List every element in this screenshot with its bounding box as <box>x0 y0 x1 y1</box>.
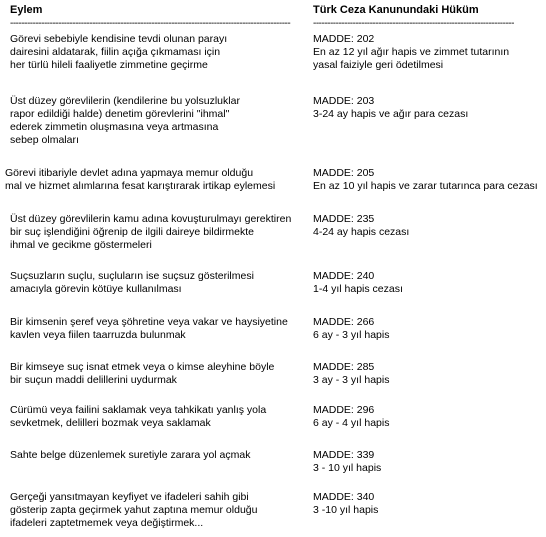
header-rule-right: ----------------------------------------------------------------------- <box>313 18 514 29</box>
eylem-line: rapor edildiği halde) denetim görevlerini "ihmal" <box>10 108 230 120</box>
eylem-line: ihmal ve gecikme göstermeleri <box>10 239 152 251</box>
ceza-line: 6 ay - 3 yıl hapis <box>313 329 390 341</box>
eylem-line: ifadeleri zaptetmemek veya değiştirmek... <box>10 517 204 529</box>
hukum-cell <box>313 213 409 239</box>
ceza-line: 3 - 10 yıl hapis <box>313 462 382 474</box>
eylem-line: Bir kimseye suç isnat etmek veya o kimse aleyhine böyle <box>10 361 275 373</box>
hukum-cell <box>313 404 389 430</box>
ceza-line: yasal faiziyle geri ödetilmesi <box>313 59 444 71</box>
eylem-line: Sahte belge düzenlemek suretiyle zarara yol açmak <box>10 449 251 461</box>
eylem-cell <box>10 404 266 430</box>
madde-number: MADDE: 285 <box>313 361 375 373</box>
eylem-line: Üst düzey görevlilerin kamu adına kovuşturulmayı gerektiren <box>10 213 292 225</box>
madde-number: MADDE: 266 <box>313 316 375 328</box>
eylem-line: Bir kimsenin şeref veya şöhretine veya vakar ve haysiyetine <box>10 316 288 328</box>
eylem-line: amacıyla görevin kötüye kullanılması <box>10 283 182 295</box>
hukum-cell <box>313 491 378 517</box>
madde-number: MADDE: 340 <box>313 491 375 503</box>
ceza-line: En az 10 yıl hapis ve zarar tutarınca para cezası <box>313 180 538 192</box>
hukum-cell <box>313 449 381 475</box>
hukum-cell <box>313 316 389 342</box>
column-header-hukum: Türk Ceza Kanunundaki Hüküm <box>313 4 479 16</box>
madde-number: MADDE: 205 <box>313 167 375 179</box>
eylem-line: bir suç işlendiğini öğrenip de ilgili daireye bildirmekte <box>10 226 254 238</box>
hukum-cell <box>313 167 538 193</box>
eylem-line: ederek zimmetin oluşmasına veya artmasına <box>10 121 219 133</box>
hukum-cell <box>313 95 468 121</box>
eylem-line: mal ve hizmet alımlarına fesat karıştırarak irtikap eylemesi <box>5 180 276 192</box>
eylem-cell <box>10 213 291 252</box>
eylem-line: Görevi itibariyle devlet adına yapmaya memur olduğu <box>5 167 254 179</box>
madde-number: MADDE: 202 <box>313 33 375 45</box>
hukum-cell <box>313 361 389 387</box>
hukum-cell <box>313 33 509 72</box>
eylem-line: sebep olmaları <box>10 134 79 146</box>
eylem-cell <box>10 33 227 72</box>
eylem-cell <box>10 449 250 462</box>
column-header-eylem: Eylem <box>10 4 43 16</box>
hukum-cell <box>313 270 403 296</box>
ceza-line: 4-24 ay hapis cezası <box>313 226 410 238</box>
eylem-line: sevketmek, delilleri bozmak veya saklamak <box>10 417 211 429</box>
madde-number: MADDE: 203 <box>313 95 375 107</box>
eylem-cell <box>10 316 288 342</box>
eylem-line: Suçsuzların suçlu, suçluların ise suçsuz gösterilmesi <box>10 270 254 282</box>
eylem-line: kavlen veya fiilen taarruzda bulunmak <box>10 329 186 341</box>
madde-number: MADDE: 296 <box>313 404 375 416</box>
eylem-line: Üst düzey görevlilerin (kendilerine bu yolsuzluklar <box>10 95 240 107</box>
ceza-line: 3 ay - 3 yıl hapis <box>313 374 390 386</box>
eylem-line: Gerçeği yansıtmayan keyfiyet ve ifadeleri sahih gibi <box>10 491 249 503</box>
ceza-line: 6 ay - 4 yıl hapis <box>313 417 390 429</box>
eylem-line: Cürümü veya failini saklamak veya tahkikatı yanlış yola <box>10 404 267 416</box>
ceza-line: 3 -10 yıl hapis <box>313 504 379 516</box>
eylem-cell <box>10 361 274 387</box>
header-rule-left: --------------------------------------------------------------------------------------------------- <box>10 18 291 29</box>
eylem-line: dairesini aldatarak, fiilin açığa çıkmaması için <box>10 46 221 58</box>
eylem-line: Görevi sebebiyle kendisine tevdi olunan parayı <box>10 33 228 45</box>
eylem-line: her türlü hileli faaliyetle zimmetine geçirme <box>10 59 208 71</box>
madde-number: MADDE: 339 <box>313 449 375 461</box>
ceza-line: 1-4 yıl hapis cezası <box>313 283 403 295</box>
madde-number: MADDE: 240 <box>313 270 375 282</box>
ceza-line: 3-24 ay hapis ve ağır para cezası <box>313 108 469 120</box>
eylem-cell <box>10 270 254 296</box>
eylem-line: gösterip zapta geçirmek yahut zaptına memur olduğu <box>10 504 258 516</box>
ceza-line: En az 12 yıl ağır hapis ve zimmet tutarının <box>313 46 510 58</box>
madde-number: MADDE: 235 <box>313 213 375 225</box>
eylem-cell <box>10 95 240 147</box>
eylem-line: bir suçun maddi delillerini uydurmak <box>10 374 177 386</box>
eylem-cell <box>5 167 275 193</box>
eylem-cell <box>10 491 257 530</box>
